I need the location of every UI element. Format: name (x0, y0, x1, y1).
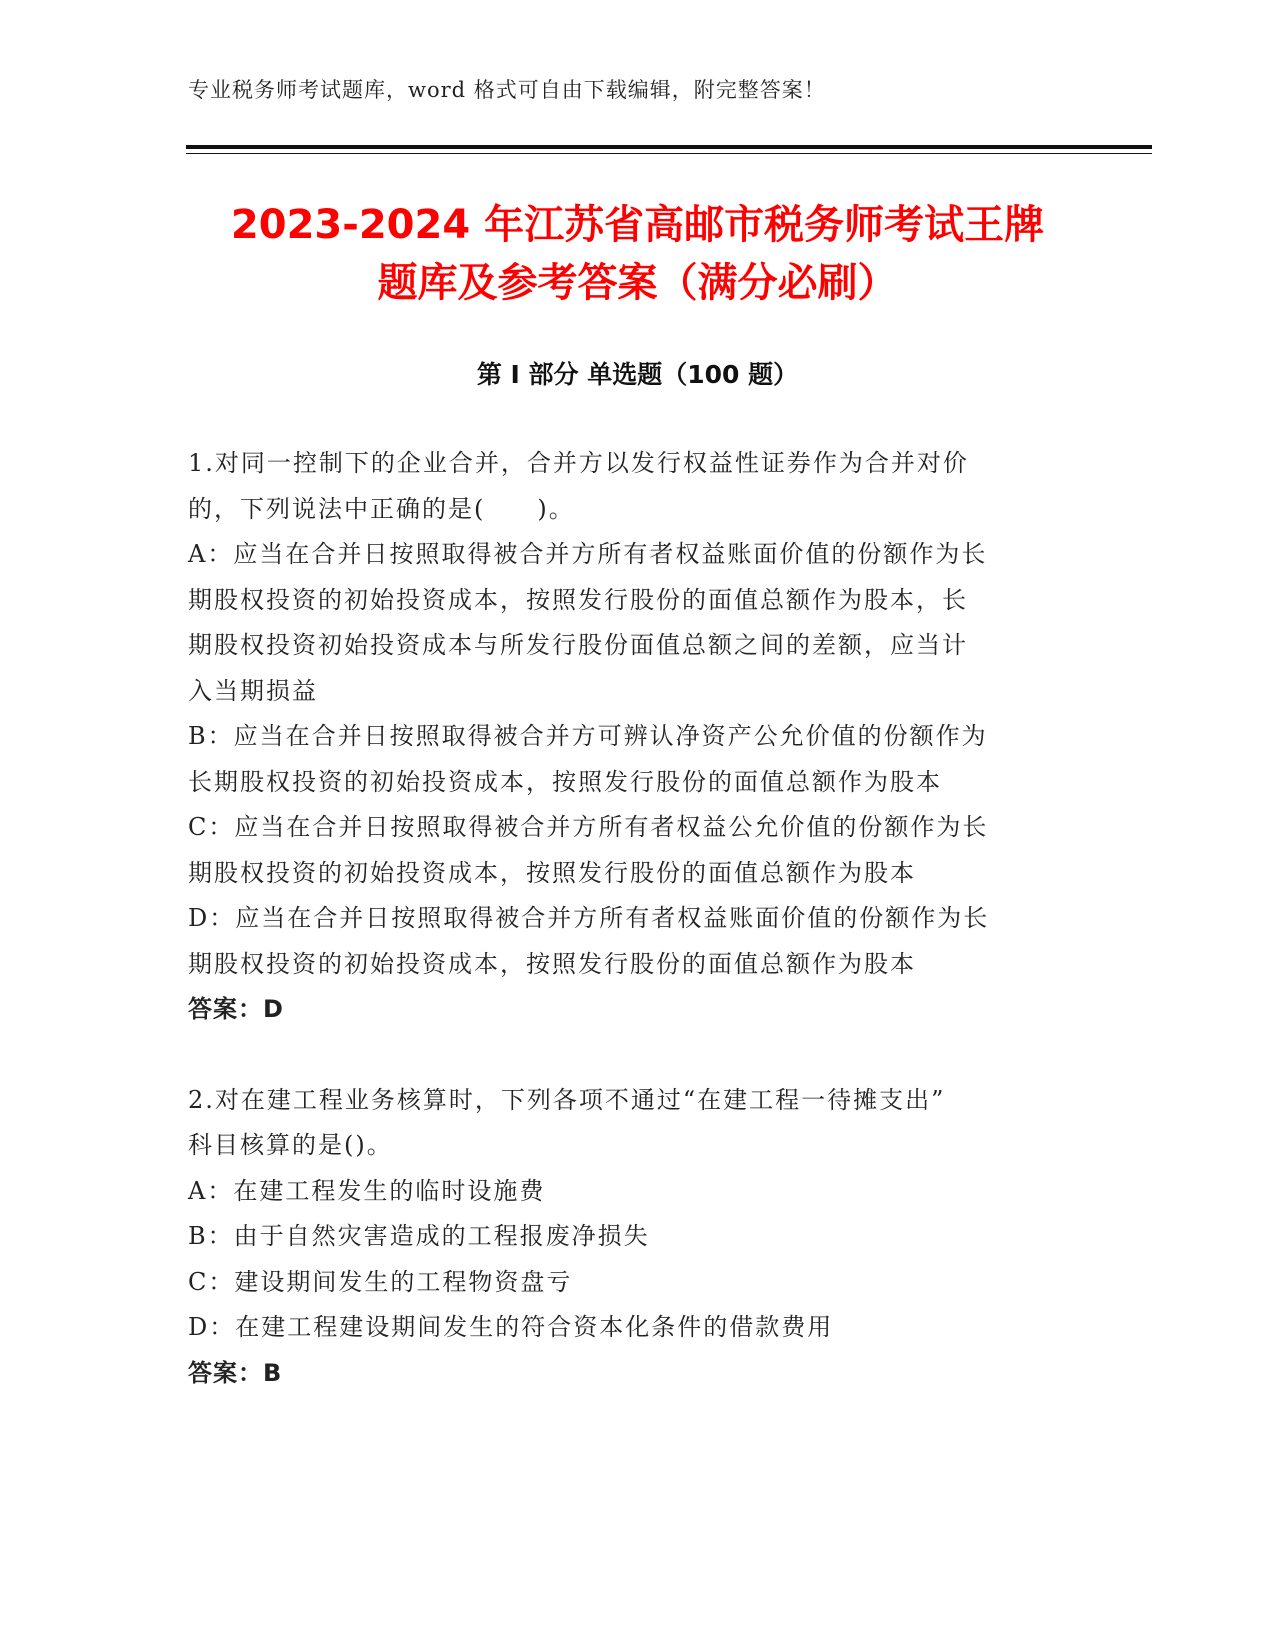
question-list (188, 441, 1088, 1396)
option-b-line: 长期股权投资的初始投资成本，按照发行股份的面值总额作为股本 (188, 767, 942, 796)
option-c-line: C：应当在合并日按照取得被合并方所有者权益公允价值的份额作为长 (188, 813, 989, 841)
option-a-line: A：应当在合并日按照取得被合并方所有者权益账面价值的份额作为长 (188, 540, 988, 568)
question-1 (188, 441, 1088, 1033)
header-rule-thin (186, 153, 1152, 154)
option-d-line: D：应当在合并日按照取得被合并方所有者权益账面价值的份额作为长 (188, 904, 990, 932)
question-stem-line: 2.对在建工程业务核算时，下列各项不通过“在建工程一待摊支出” (188, 1085, 946, 1114)
question-stem-line: 1.对同一控制下的企业合并，合并方以发行权益性证券作为合并对价 (188, 449, 969, 477)
option-c-line: C：建设期间发生的工程物资盘亏 (188, 1267, 573, 1296)
answer-label: 答案：B (188, 1358, 283, 1387)
header-note: 专业税务师考试题库，word 格式可自由下载编辑，附完整答案！ (188, 78, 826, 102)
document-title-line-2: 题库及参考答案（满分必刷） (377, 260, 898, 306)
option-d-line: 期股权投资的初始投资成本，按照发行股份的面值总额作为股本 (188, 949, 916, 978)
option-b-line: B：应当在合并日按照取得被合并方可辨认净资产公允价值的份额作为 (188, 722, 988, 750)
option-a-line: 期股权投资的初始投资成本，按照发行股份的面值总额作为股本，长 (188, 585, 968, 614)
option-b-line: B：由于自然灾害造成的工程报废净损失 (188, 1222, 650, 1250)
question-spacer (188, 1033, 1088, 1078)
option-a-line: A：在建工程发生的临时设施费 (188, 1176, 546, 1205)
option-c-line: 期股权投资的初始投资成本，按照发行股份的面值总额作为股本 (188, 858, 916, 887)
question-stem-line: 科目核算的是()。 (188, 1131, 393, 1159)
answer-label: 答案：D (188, 995, 284, 1023)
document-title-line-1: 2023-2024 年江苏省高邮市税务师考试王牌 (230, 202, 1045, 248)
question-stem-line: 的，下列说法中正确的是( )。 (188, 494, 575, 523)
option-a-line: 入当期损益 (188, 676, 318, 705)
question-2 (188, 1078, 1088, 1397)
option-a-line: 期股权投资初始投资成本与所发行股份面值总额之间的差额，应当计 (188, 631, 968, 659)
option-d-line: D：在建工程建设期间发生的符合资本化条件的借款费用 (188, 1313, 834, 1341)
header-rule-thick (186, 145, 1152, 149)
document-title (150, 196, 1125, 312)
section-title: 第 I 部分 单选题（100 题） (476, 360, 799, 389)
